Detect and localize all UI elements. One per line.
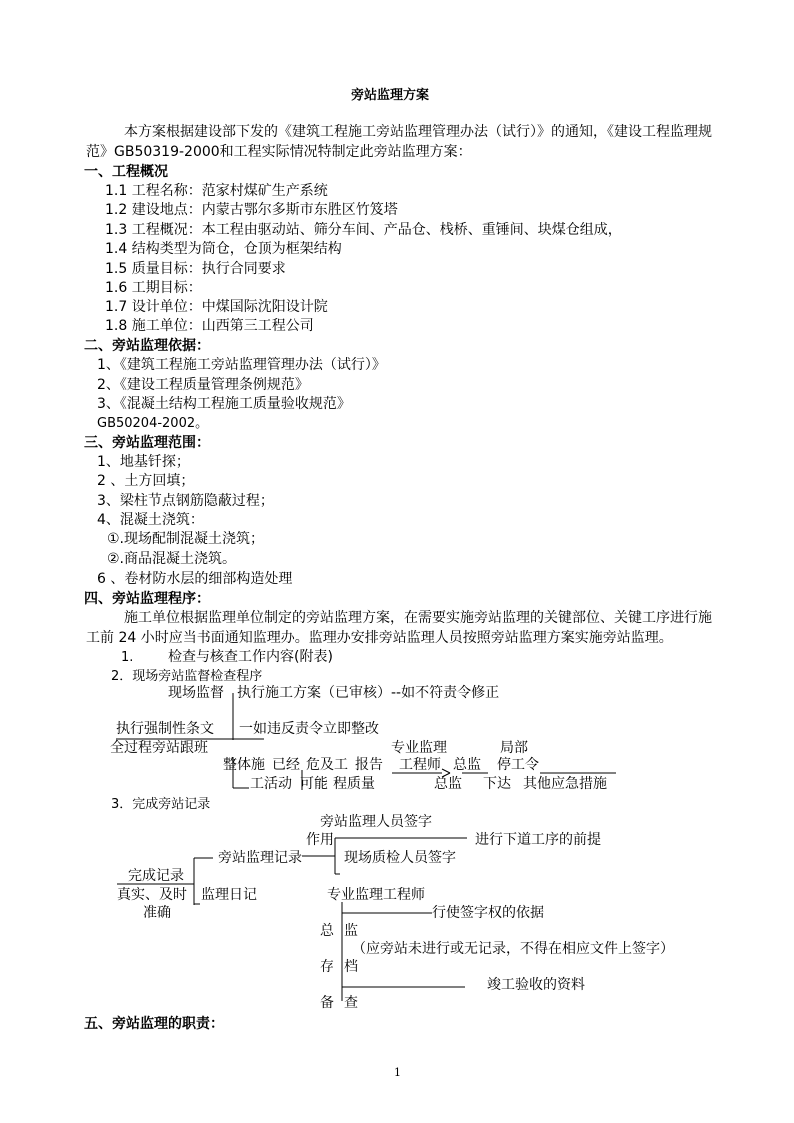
d2-bei: 备: [320, 995, 334, 1011]
s2-item: GB50204-2002。: [97, 416, 209, 431]
section-4-heading: 四、旁站监理程序：: [84, 591, 210, 607]
d2-dang: 档: [344, 959, 358, 975]
d1-xiada: 下达: [483, 776, 511, 792]
s1-item: 1.6 工期目标：: [105, 280, 202, 296]
s1-item: 1.5 质量目标：执行合同要求: [105, 261, 286, 277]
d1-gongchengshi: 工程师: [399, 757, 441, 773]
d2-zhuanye-gcs: 专业监理工程师: [327, 887, 425, 903]
s1-item: 1.4 结构类型为筒仓，仓顶为框架结构: [105, 241, 342, 257]
s1-item: 1.7 设计单位：中煤国际沈阳设计院: [105, 299, 328, 315]
section-1-heading: 一、工程概况: [84, 164, 168, 180]
s3-item: ①.现场配制混凝土浇筑；: [107, 531, 265, 547]
s3-item: 1、地基钎探；: [97, 454, 190, 470]
s2-item: 3、《混凝土结构工程施工质量验收规范》: [97, 396, 351, 412]
page-number: 1: [394, 1066, 401, 1079]
d2-pangzhan-jilu: 旁站监理记录: [218, 850, 302, 866]
d2-jungong: 竣工验收的资料: [487, 977, 585, 993]
d2-xingshi: 行使签字权的依据: [432, 905, 544, 921]
d1-baogao: 报告: [355, 757, 383, 773]
d1-zhengti: 整体施: [223, 757, 265, 773]
d1-zongjian-bottom: 总监: [434, 776, 462, 792]
d2-zuoyong: 作用: [306, 832, 334, 848]
d1-qita: 其他应急措施: [523, 776, 607, 792]
d1-gonghuodong: 工活动: [250, 776, 292, 792]
intro-line-2: 范》GB50319-2000和工程实际情况特制定此旁站监理方案：: [86, 144, 472, 160]
d1-quanguocheng: 全过程旁站跟班: [110, 740, 208, 756]
d1-keneng: 可能: [300, 776, 328, 792]
s2-item: 2、《建设工程质量管理条例规范》: [97, 377, 309, 393]
d2-zong: 总: [320, 923, 334, 939]
d1-tinggong: 停工令: [497, 757, 539, 773]
section-3-heading: 三、旁站监理范围：: [84, 435, 210, 451]
d2-xiadao: 进行下道工序的前提: [475, 832, 601, 848]
d1-weiji: 危及工: [306, 757, 348, 773]
s3-item: 2 、土方回填；: [97, 473, 195, 489]
d1-yijing: 已经: [272, 757, 300, 773]
step-1-number: 1.: [121, 650, 134, 665]
s4-para-line-1: 施工单位根据监理单位制定的旁站监理方案，在需要实施旁站监理的关键部位、关键工序进行施: [124, 610, 712, 626]
d2-zhijian-qianzi: 现场质检人员签字: [344, 850, 456, 866]
d1-zongjian-top: 总监: [453, 757, 481, 773]
d1-chengzhiliang: 程质量: [333, 776, 375, 792]
d2-cha: 查: [344, 995, 358, 1011]
intro-line-1: 本方案根据建设部下发的《建筑工程施工旁站监理管理办法（试行）》的通知，《建设工程监理规: [124, 124, 712, 140]
d1-xianchang: 现场监督: [168, 685, 224, 701]
s3-item: 3、梁柱节点钢筋隐蔽过程；: [97, 493, 274, 509]
d1-yiru: 一如违反责令立即整改: [239, 721, 379, 737]
step-1-text: 检查与核查工作内容(附表): [168, 649, 333, 665]
s1-item: 1.1 工程名称：范家村煤矿生产系统: [105, 183, 328, 199]
s3-item: ②.商品混凝土浇筑。: [107, 551, 237, 567]
d2-jianli-riji: 监理日记: [201, 887, 257, 903]
s1-item: 1.3 工程概况：本工程由驱动站、筛分车间、产品仓、栈桥、重锤间、块煤仓组成，: [105, 222, 622, 238]
d2-renyuan-qianzi: 旁站监理人员签字: [320, 814, 432, 830]
section-5-heading: 五、旁站监理的职责：: [84, 1016, 224, 1032]
step-3-heading: 3．完成旁站记录: [111, 797, 211, 812]
d2-jian: 监: [344, 923, 358, 939]
d2-note: （应旁站未进行或无记录，不得在相应文件上签字）: [352, 941, 674, 957]
s2-item: 1、《建筑工程施工旁站监理管理办法（试行）》: [97, 357, 386, 373]
d1-jubu: 局部: [500, 740, 528, 756]
s1-item: 1.2 建设地点：内蒙古鄂尔多斯市东胜区竹笈塔: [105, 202, 398, 218]
d2-cun: 存: [320, 959, 334, 975]
step-2-heading: 2．现场旁站监督检查程序: [111, 669, 263, 684]
s1-item: 1.8 施工单位：山西第三工程公司: [105, 318, 314, 334]
d2-wancheng: 完成记录: [128, 868, 184, 884]
s4-para-line-2: 工前 24 小时应当书面通知监理办。监理办安排旁站监理人员按照旁站监理方案实施旁站监理。: [86, 630, 673, 646]
d2-zhenshi: 真实、及时: [117, 887, 187, 903]
s3-item: 6 、卷材防水层的细部构造处理: [97, 571, 293, 587]
section-2-heading: 二、旁站监理依据：: [84, 338, 210, 354]
d1-zhixing-fangan: 执行施工方案（已审核）--如不符责令修正: [237, 685, 500, 701]
d2-zhunque: 准确: [143, 905, 171, 921]
s3-item: 4、混凝土浇筑：: [97, 512, 204, 528]
d1-qiangzhi: 执行强制性条文: [116, 721, 214, 737]
page-title: 旁站监理方案: [351, 88, 430, 103]
d1-zhuanye: 专业监理: [391, 740, 447, 756]
